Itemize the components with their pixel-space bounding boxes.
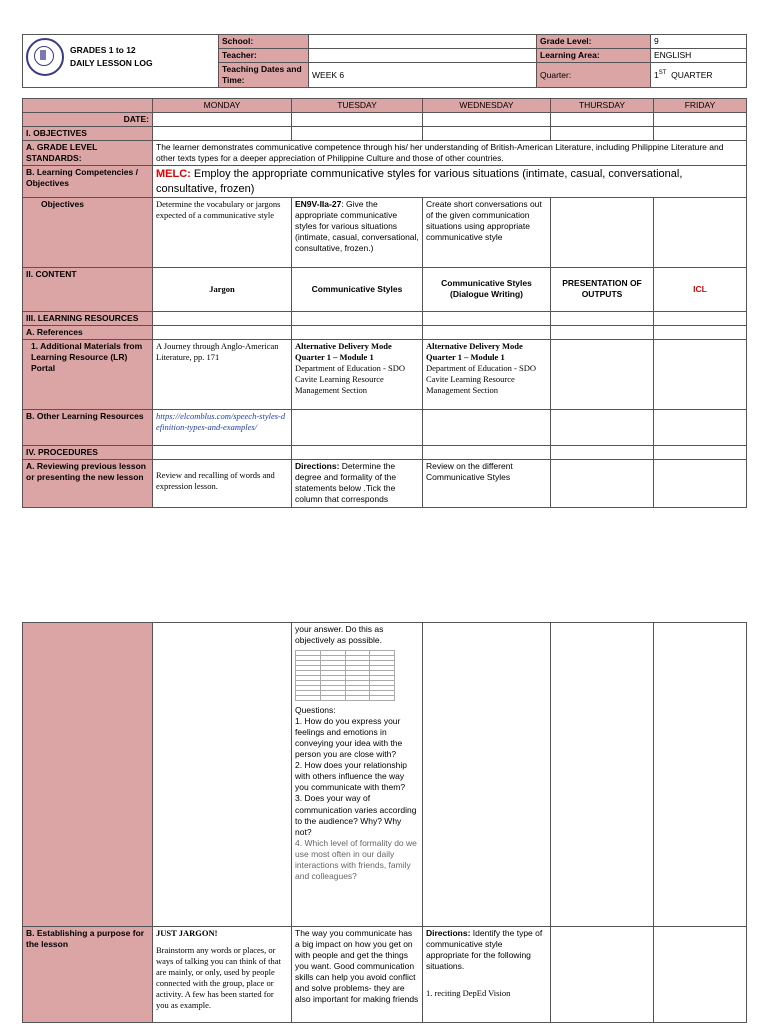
header-table xyxy=(22,34,747,88)
date-thursday[interactable] xyxy=(551,113,654,127)
purpose-directions-label: Directions: xyxy=(426,928,471,938)
content-section: II. CONTENT xyxy=(23,267,153,311)
learning-area-label: Learning Area: xyxy=(537,49,651,63)
objectives-label: Objectives xyxy=(23,197,153,267)
date-monday[interactable] xyxy=(153,113,292,127)
adm-text-wednesday: Department of Education - SDO Cavite Learning Resource Management Section xyxy=(426,363,536,396)
continued-monday xyxy=(153,623,292,927)
learning-area-field[interactable]: ENGLISH xyxy=(651,49,747,63)
content-friday: ICL xyxy=(654,267,747,311)
day-header-friday: FRIDAY xyxy=(654,99,747,113)
day-header-thursday: THURSDAY xyxy=(551,99,654,113)
grade-standards-text: The learner demonstrates communicative competence through his/ her understanding of British-American Literature, including Philippine Literature and other texts types for a deeper appreciation of Philippine Culture and those of other countries. xyxy=(153,141,747,166)
logo-cell xyxy=(23,35,219,88)
school-label: School: xyxy=(219,35,309,49)
teaching-dates-field[interactable]: WEEK 6 xyxy=(309,63,537,88)
additional-tuesday xyxy=(292,339,423,409)
deped-seal-icon xyxy=(26,38,64,76)
teaching-dates-label: Teaching Dates and Time: xyxy=(219,63,309,88)
objective-monday: Determine the vocabulary or jargons expected of a communicative style xyxy=(153,197,292,267)
objective-tuesday xyxy=(292,197,423,267)
resources-section: III. LEARNING RESOURCES xyxy=(23,311,153,325)
review-wednesday: Review on the different Communicative Styles xyxy=(423,459,551,507)
content-tuesday: Communicative Styles xyxy=(292,267,423,311)
formality-mini-table xyxy=(295,650,395,701)
reviewing-label: A. Reviewing previous lesson or presenting the new lesson xyxy=(23,459,153,507)
adm-title-tuesday: Alternative Delivery Mode Quarter 1 – Module 1 xyxy=(295,340,392,362)
purpose-directions-text: Identify the type of communicative style appropriate for the following situations. xyxy=(426,928,543,972)
objective-tuesday-text: : Give the appropriate communicative styles for various situations (intimate, casual, conversational, consultative, frozen.) xyxy=(295,198,419,254)
just-jargon-text: Brainstorm any words or places, or ways of talking you can think of that are mainly, or only, used by people connected with the group, place or activity. A few has been started for you as example. xyxy=(156,945,281,1011)
date-label: DATE: xyxy=(23,113,153,127)
objective-friday xyxy=(654,197,747,267)
date-friday[interactable] xyxy=(654,113,747,127)
purpose-label: B. Establishing a purpose for the lesson xyxy=(23,927,153,1023)
school-field[interactable] xyxy=(309,35,537,49)
logo-line1: GRADES 1 to 12 xyxy=(70,45,136,56)
content-monday: Jargon xyxy=(153,267,292,311)
lesson-table-page1 xyxy=(22,98,747,508)
references-label: A. References xyxy=(23,325,153,339)
continued-thursday xyxy=(551,623,654,927)
continued-tuesday xyxy=(292,623,423,927)
date-wednesday[interactable] xyxy=(423,113,551,127)
question-2: 2. How does your relationship with others influence the way you communicate with them? xyxy=(295,760,407,793)
competencies-label: B. Learning Competencies / Objectives xyxy=(23,166,153,198)
other-resources-link[interactable]: https://elcomblus.com/speech-styles-definition-types-and-examples/ xyxy=(153,409,292,445)
teacher-field[interactable] xyxy=(309,49,537,63)
question-3: 3. Does your way of communication varies according to the audience? Why? Why not? xyxy=(295,793,417,837)
melc-prefix: MELC: xyxy=(156,168,191,181)
review-directions-text: Determine the degree and formality of the statements below .Tick the column that corresponds xyxy=(295,460,397,505)
objectives-section: I. OBJECTIVES xyxy=(23,127,153,141)
additional-wednesday xyxy=(423,339,551,409)
situation-item-1: 1. reciting DepEd Vision xyxy=(426,988,511,999)
procedures-section: IV. PROCEDURES xyxy=(23,445,153,459)
logo-line2: DAILY LESSON LOG xyxy=(70,58,153,68)
objective-thursday xyxy=(551,197,654,267)
content-thursday: PRESENTATION OF OUTPUTS xyxy=(551,267,654,311)
purpose-wednesday xyxy=(423,927,551,1023)
grade-level-field[interactable]: 9 xyxy=(651,35,747,49)
day-header-tuesday: TUESDAY xyxy=(292,99,423,113)
continued-tuesday-top: your answer. Do this as objectively as possible. xyxy=(295,624,384,646)
continued-label-cell xyxy=(23,623,153,927)
quarter-superscript: ST xyxy=(658,69,667,76)
just-jargon-title: JUST JARGON! xyxy=(156,928,218,938)
content-wednesday: Communicative Styles (Dialogue Writing) xyxy=(423,267,551,311)
quarter-number: 1 xyxy=(654,69,659,80)
teacher-label: Teacher: xyxy=(219,49,309,63)
other-resources-label: B. Other Learning Resources xyxy=(23,409,153,445)
day-header-monday: MONDAY xyxy=(153,99,292,113)
review-directions-label: Directions: xyxy=(295,460,340,471)
competency-code: EN9V-IIa-27 xyxy=(295,198,342,209)
purpose-tuesday: The way you communicate has a big impact on how you get on with people and get the things you want. Good communication skills can help you avoid conflict and solve problems- they are also important for making friends xyxy=(292,927,423,1023)
continued-wednesday xyxy=(423,623,551,927)
questions-label: Questions: xyxy=(295,705,336,716)
objective-wednesday: Create short conversations out of the given communication situations using appropriate communicative style xyxy=(423,197,551,267)
additional-monday: A Journey through Anglo-American Literature, pp. 171 xyxy=(153,339,292,409)
date-tuesday[interactable] xyxy=(292,113,423,127)
melc-cell xyxy=(153,166,747,198)
quarter-field[interactable] xyxy=(651,63,747,88)
additional-materials-label: 1. Additional Materials from Learning Resource (LR) Portal xyxy=(23,339,153,409)
review-tuesday xyxy=(292,459,423,507)
lesson-table-page2 xyxy=(22,622,747,1023)
quarter-label: Quarter: xyxy=(537,63,651,88)
grade-level-label: Grade Level: xyxy=(537,35,651,49)
adm-text-tuesday: Department of Education - SDO Cavite Learning Resource Management Section xyxy=(295,363,405,396)
question-4: 4. Which level of formality do we use most often in our daily interactions with friends, family and colleagues? xyxy=(295,837,417,881)
purpose-monday xyxy=(153,927,292,1023)
grade-standards-label: A. GRADE LEVEL STANDARDS: xyxy=(23,141,153,166)
adm-title-wednesday: Alternative Delivery Mode Quarter 1 – Module 1 xyxy=(426,340,523,362)
continued-friday xyxy=(654,623,747,927)
question-1: 1. How do you express your feelings and emotions in conveying your idea with the person you are close with? xyxy=(295,716,403,760)
review-monday: Review and recalling of words and expression lesson. xyxy=(153,459,292,507)
melc-text: Employ the appropriate communicative styles for various situations (intimate, casual, conversational, consultative, frozen) xyxy=(156,168,683,195)
quarter-word: QUARTER xyxy=(671,69,713,80)
day-header-wednesday: WEDNESDAY xyxy=(423,99,551,113)
corner-cell xyxy=(23,99,153,113)
